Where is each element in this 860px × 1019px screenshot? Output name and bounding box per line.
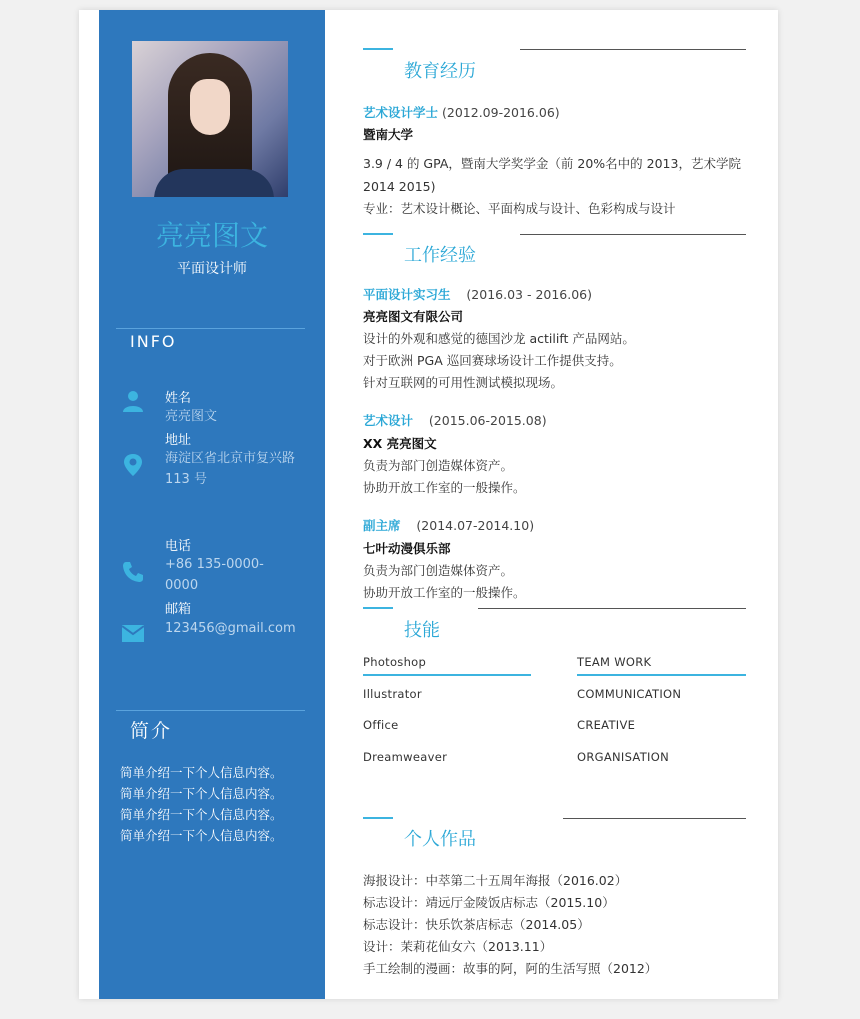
job-date: (2014.07-2014.10) xyxy=(416,518,535,533)
education-date: (2012.09-2016.06) xyxy=(442,105,560,120)
heading-accent xyxy=(363,817,393,819)
education-title: 教育经历 xyxy=(404,61,476,82)
intro-text xyxy=(120,762,283,846)
job-company: 七叶动漫俱乐部 xyxy=(363,541,451,556)
heading-rule xyxy=(520,49,746,50)
skill-item: TEAM WORK xyxy=(577,655,652,669)
skills-title: 技能 xyxy=(404,620,440,641)
education-line: 3.9 / 4 的 GPA，暨南大学奖学金（前 20%名中的 2013，艺术学院 xyxy=(363,156,741,171)
job-line: 负责为部门创造媒体资产。 xyxy=(363,458,514,473)
email-label: 邮箱 xyxy=(165,602,192,617)
works-item: 海报设计：中萃第二十五周年海报（2016.02） xyxy=(363,873,628,888)
works-title: 个人作品 xyxy=(404,829,476,850)
name-value: 亮亮图文 xyxy=(165,409,218,424)
address-label: 地址 xyxy=(165,433,192,448)
heading-rule xyxy=(520,234,746,235)
job-role: 艺术设计 xyxy=(363,413,414,428)
info-title: INFO xyxy=(130,332,177,351)
job-company: 亮亮图文有限公司 xyxy=(363,309,464,324)
job-company: XX 亮亮图文 xyxy=(363,436,437,451)
heading-rule xyxy=(478,608,746,609)
heading-accent xyxy=(363,48,393,50)
heading-rule xyxy=(563,818,746,819)
skill-bar xyxy=(363,674,531,676)
job-line: 协助开放工作室的一般操作。 xyxy=(363,585,526,600)
works-item: 标志设计：靖远厅金陵饭店标志（2015.10） xyxy=(363,895,615,910)
job-header xyxy=(363,410,547,432)
divider xyxy=(116,710,305,711)
education-line: 专业：艺术设计概论、平面构成与设计、色彩构成与设计 xyxy=(363,201,676,216)
address-line2: 113 号 xyxy=(165,472,207,487)
name-label: 姓名 xyxy=(165,391,192,406)
works-item: 标志设计：快乐饮茶店标志（2014.05） xyxy=(363,917,590,932)
intro-line: 简单介绍一下个人信息内容。 xyxy=(120,765,283,780)
education-line: 2014 2015) xyxy=(363,179,436,194)
job-header xyxy=(363,515,534,537)
job-line: 设计的外观和感觉的德国沙龙 actilift 产品网站。 xyxy=(363,331,635,346)
email-value: 123456@gmail.com xyxy=(165,621,296,636)
skill-bar xyxy=(577,674,746,676)
job-line: 对于欧洲 PGA 巡回赛球场设计工作提供支持。 xyxy=(363,353,622,368)
profile-photo xyxy=(132,41,288,197)
location-icon xyxy=(121,453,145,477)
person-icon xyxy=(121,389,145,413)
phone-label: 电话 xyxy=(165,539,192,554)
intro-line: 简单介绍一下个人信息内容。 xyxy=(120,786,283,801)
skill-item: Dreamweaver xyxy=(363,750,448,764)
mail-icon xyxy=(121,621,145,645)
work-title: 工作经验 xyxy=(404,245,476,266)
job-date: (2015.06-2015.08) xyxy=(428,413,547,428)
job-date: (2016.03 - 2016.06) xyxy=(466,287,593,302)
divider xyxy=(116,328,305,329)
works-item: 手工绘制的漫画：故事的阿，阿的生活写照（2012） xyxy=(363,961,658,976)
job-role: 平面设计实习生 xyxy=(363,287,451,302)
profile-name: 亮亮图文 xyxy=(155,219,268,252)
skill-item: CREATIVE xyxy=(577,718,636,732)
skill-item: ORGANISATION xyxy=(577,750,669,764)
skill-item: Illustrator xyxy=(363,687,422,701)
education-school: 暨南大学 xyxy=(363,127,414,142)
skill-item: Office xyxy=(363,718,399,732)
education-degree: 艺术设计学士 xyxy=(363,105,439,120)
phone-value: +86 135-0000-0000 xyxy=(165,557,264,593)
job-line: 负责为部门创造媒体资产。 xyxy=(363,563,514,578)
job-role: 副主席 xyxy=(363,518,401,533)
heading-accent xyxy=(363,233,393,235)
job-header xyxy=(363,284,592,306)
skill-item: COMMUNICATION xyxy=(577,687,682,701)
intro-line: 简单介绍一下个人信息内容。 xyxy=(120,807,283,822)
resume-page xyxy=(79,10,778,999)
intro-title: 简介 xyxy=(130,720,173,742)
works-item: 设计：茉莉花仙女六（2013.11） xyxy=(363,939,553,954)
intro-line: 简单介绍一下个人信息内容。 xyxy=(120,828,283,843)
job-line: 针对互联网的可用性测试模拟现场。 xyxy=(363,375,564,390)
heading-accent xyxy=(363,607,393,609)
profile-role: 平面设计师 xyxy=(177,261,247,277)
job-line: 协助开放工作室的一般操作。 xyxy=(363,480,526,495)
phone-icon xyxy=(121,560,145,584)
address-line1: 海淀区省北京市复兴路 xyxy=(165,451,296,466)
sidebar xyxy=(99,10,325,999)
education-degree-line xyxy=(363,102,560,124)
skill-item: Photoshop xyxy=(363,655,427,669)
